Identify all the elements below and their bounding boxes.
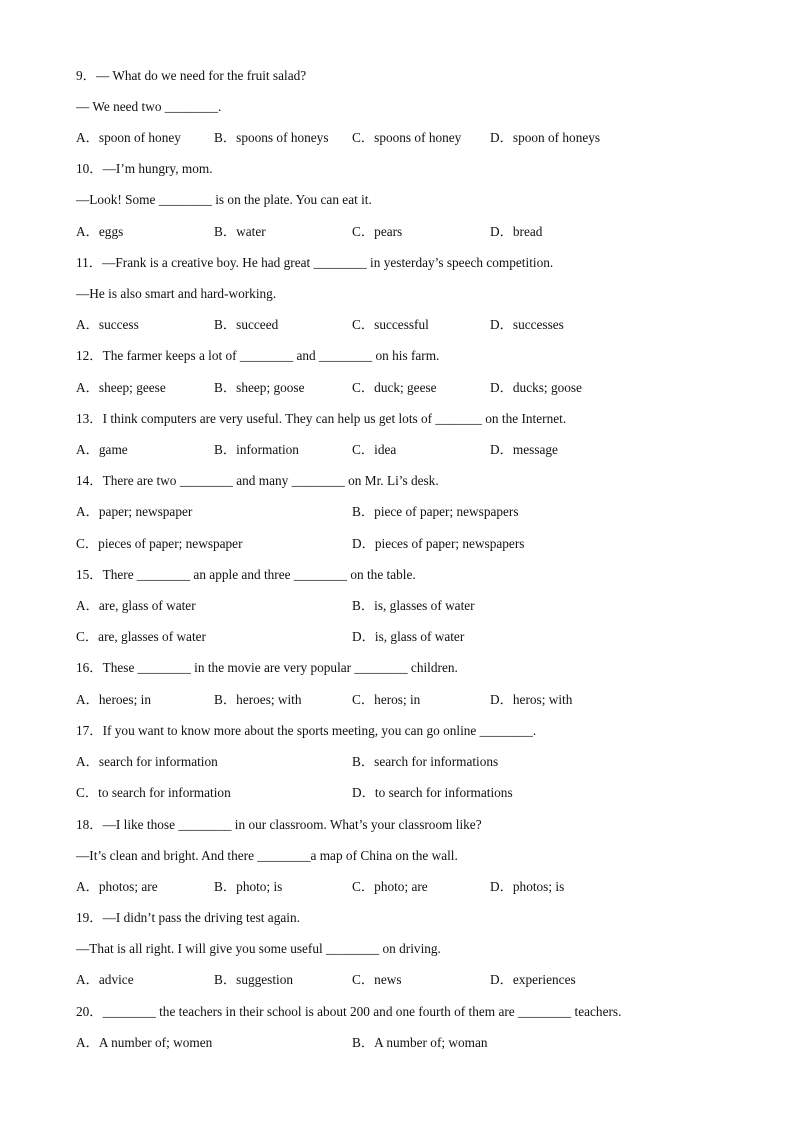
question-10-option-d[interactable]: D．bread [490, 224, 543, 239]
question-19-option-d[interactable]: D．experiences [490, 972, 576, 987]
question-15-stem-1: 15．There ________ an apple and three ________ on the table. [76, 567, 416, 582]
question-9-stem-1: 9．— What do we need for the fruit salad? [76, 68, 307, 83]
question-18-option-a[interactable]: A．photos; are [76, 879, 158, 894]
question-17-option-b[interactable]: B．search for informations [352, 754, 499, 769]
question-17-option-d[interactable]: D．to search for informations [352, 785, 513, 800]
question-10-stem-1: 10．—I’m hungry, mom. [76, 161, 213, 176]
question-11-stem-1: 11．—Frank is a creative boy. He had great ________ in yesterday’s speech competition. [76, 255, 554, 270]
question-15-option-c[interactable]: C．are, glasses of water [76, 629, 206, 644]
question-15-option-a[interactable]: A．are, glass of water [76, 598, 196, 613]
question-17-option-a[interactable]: A．search for information [76, 754, 218, 769]
question-11-stem-2: —He is also smart and hard-working. [76, 286, 277, 301]
question-9-stem-2: — We need two ________. [76, 99, 222, 114]
question-9-option-a[interactable]: A．spoon of honey [76, 130, 181, 145]
question-19-stem-1: 19．—I didn’t pass the driving test again. [76, 910, 300, 925]
question-11-option-a[interactable]: A．success [76, 317, 139, 332]
question-13-stem-1: 13．I think computers are very useful. They can help us get lots of _______ on the Internet. [76, 411, 567, 426]
question-20-option-a[interactable]: A．A number of; women [76, 1035, 213, 1050]
question-18-stem-2: —It’s clean and bright. And there ________a map of China on the wall. [76, 848, 458, 863]
question-10-option-c[interactable]: C．pears [352, 224, 403, 239]
question-12-option-c[interactable]: C．duck; geese [352, 380, 437, 395]
question-16-option-d[interactable]: D．heros; with [490, 692, 573, 707]
question-16-stem-1: 16．These ________ in the movie are very popular ________ children. [76, 660, 458, 675]
question-12-option-b[interactable]: B．sheep; goose [214, 380, 305, 395]
question-14-stem-1: 14．There are two ________ and many ________ on Mr. Li’s desk. [76, 473, 439, 488]
question-16-option-b[interactable]: B．heroes; with [214, 692, 302, 707]
question-11-option-c[interactable]: C．successful [352, 317, 429, 332]
question-15-option-b[interactable]: B．is, glasses of water [352, 598, 475, 613]
question-18-option-d[interactable]: D．photos; is [490, 879, 565, 894]
question-16-option-a[interactable]: A．heroes; in [76, 692, 151, 707]
question-18-stem-1: 18．—I like those ________ in our classroom. What’s your classroom like? [76, 817, 482, 832]
question-11-option-d[interactable]: D．successes [490, 317, 564, 332]
question-14-option-b[interactable]: B．piece of paper; newspapers [352, 504, 519, 519]
question-13-option-b[interactable]: B．information [214, 442, 299, 457]
question-14-option-a[interactable]: A．paper; newspaper [76, 504, 193, 519]
question-19-stem-2: —That is all right. I will give you some useful ________ on driving. [76, 941, 441, 956]
question-12-stem-1: 12．The farmer keeps a lot of ________ and ________ on his farm. [76, 348, 440, 363]
question-9-option-b[interactable]: B．spoons of honeys [214, 130, 329, 145]
question-11-option-b[interactable]: B．succeed [214, 317, 279, 332]
question-14-option-c[interactable]: C．pieces of paper; newspaper [76, 536, 243, 551]
question-13-option-d[interactable]: D．message [490, 442, 558, 457]
question-19-option-a[interactable]: A．advice [76, 972, 134, 987]
question-13-option-a[interactable]: A．game [76, 442, 128, 457]
question-18-option-c[interactable]: C．photo; are [352, 879, 428, 894]
question-12-option-a[interactable]: A．sheep; geese [76, 380, 166, 395]
question-10-option-a[interactable]: A．eggs [76, 224, 124, 239]
question-17-stem-1: 17．If you want to know more about the sports meeting, you can go online ________. [76, 723, 537, 738]
question-15-option-d[interactable]: D．is, glass of water [352, 629, 465, 644]
question-20-option-b[interactable]: B．A number of; woman [352, 1035, 488, 1050]
question-19-option-c[interactable]: C．news [352, 972, 402, 987]
question-14-option-d[interactable]: D．pieces of paper; newspapers [352, 536, 525, 551]
question-12-option-d[interactable]: D．ducks; goose [490, 380, 582, 395]
question-10-stem-2: —Look! Some ________ is on the plate. You can eat it. [76, 192, 372, 207]
question-10-option-b[interactable]: B．water [214, 224, 266, 239]
question-18-option-b[interactable]: B．photo; is [214, 879, 283, 894]
question-19-option-b[interactable]: B．suggestion [214, 972, 294, 987]
question-17-option-c[interactable]: C．to search for information [76, 785, 231, 800]
question-20-stem-1: 20．________ the teachers in their school is about 200 and one fourth of them are ________ teachers. [76, 1004, 622, 1019]
question-16-option-c[interactable]: C．heros; in [352, 692, 421, 707]
question-9-option-d[interactable]: D．spoon of honeys [490, 130, 601, 145]
question-13-option-c[interactable]: C．idea [352, 442, 397, 457]
question-9-option-c[interactable]: C．spoons of honey [352, 130, 462, 145]
